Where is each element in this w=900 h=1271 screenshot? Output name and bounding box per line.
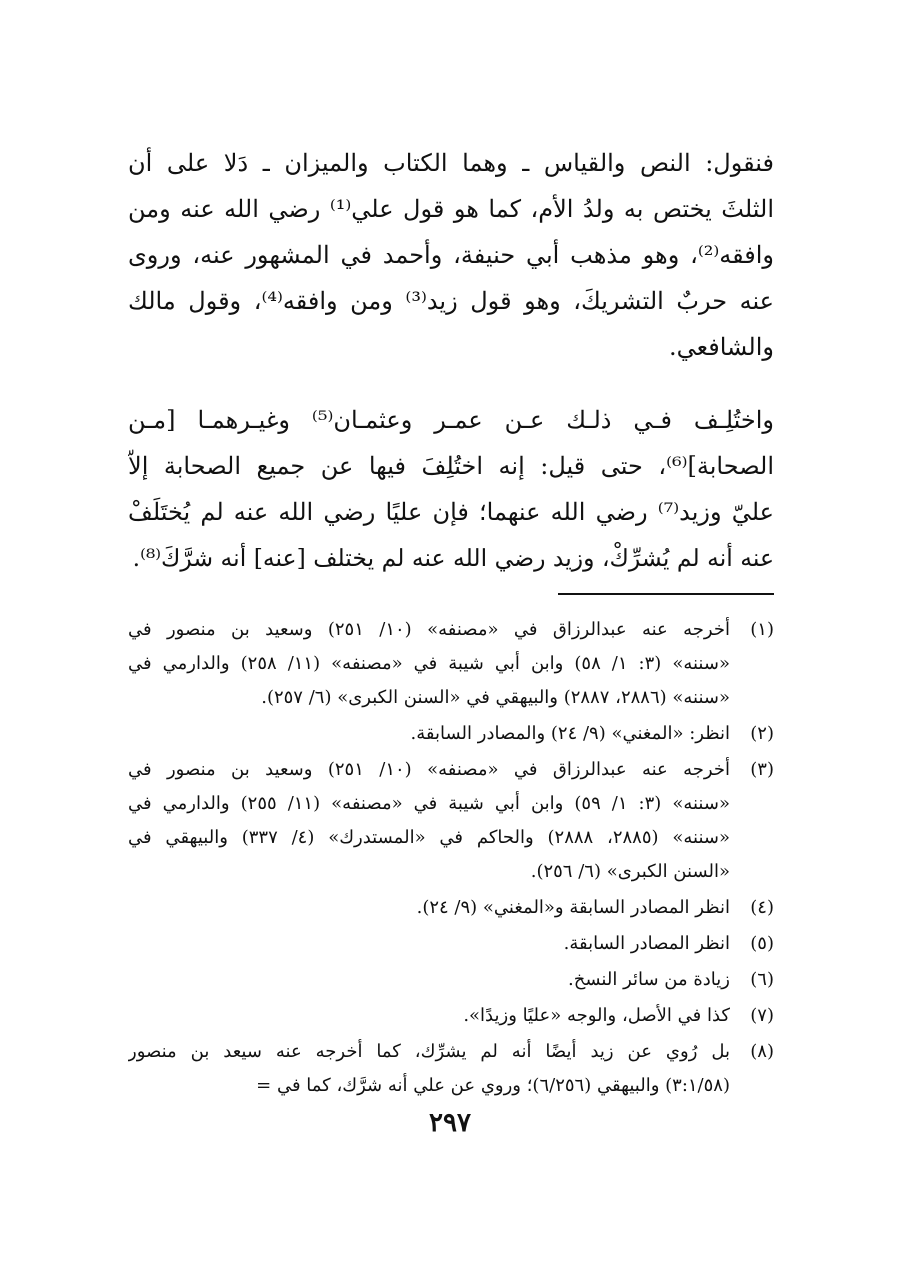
footnote-8: [128, 1035, 774, 1103]
paragraph-line: واختُلِـف فـي ذلـك عـن عمـر وعثمـان⁽⁵⁾ وغيـرهمـا [مـن: [128, 406, 774, 434]
footnote-1: [128, 613, 774, 715]
footnote-2: [128, 717, 774, 751]
footnotes: [128, 613, 774, 1105]
footnote-number: (٢): [750, 723, 774, 744]
paragraph-line: الثلثَ يختص به ولدُ الأم، كما هو قول علي⁽¹⁾ رضي الله عنه ومن: [128, 195, 774, 223]
footnote-line: زيادة من سائر النسخ.: [568, 969, 730, 990]
footnote-line: أخرجه عنه عبدالرزاق في «مصنفه» (١٠/ ٢٥١) وسعيد بن منصور في: [128, 619, 730, 640]
footnote-line: «سننه» (٣: ١/ ٥٩) وابن أبي شيبة في «مصنفه» (١١/ ٢٥٥) والدارمي في: [128, 793, 730, 814]
footnote-line: انظر: «المغني» (٩/ ٢٤) والمصادر السابقة.: [410, 723, 730, 744]
footnote-line: أخرجه عنه عبدالرزاق في «مصنفه» (١٠/ ٢٥١) وسعيد بن منصور في: [128, 759, 730, 780]
footnote-4: [128, 891, 774, 925]
paragraph-line: الصحابة]⁽⁶⁾، حتى قيل: إنه اختُلِفَ فيها عن جميع الصحابة إلاّ: [128, 452, 774, 480]
paragraph-2: [128, 397, 774, 581]
footnote-number: (٥): [750, 933, 774, 954]
footnote-7: [128, 999, 774, 1033]
paragraph-line: وافقه⁽²⁾، وهو مذهب أبي حنيفة، وأحمد في المشهور عنه، وروى: [128, 241, 774, 269]
footnote-6: [128, 963, 774, 997]
paragraph-line: والشافعي.: [669, 333, 774, 361]
footnote-number: (٣): [750, 759, 774, 780]
footnote-5: [128, 927, 774, 961]
footnote-number: (١): [750, 619, 774, 640]
footnote-line: انظر المصادر السابقة.: [563, 933, 730, 954]
paragraph-1: [128, 140, 774, 370]
paragraph-line: عنه حربٌ التشريكَ، وهو قول زيد⁽³⁾ ومن وافقه⁽⁴⁾، وقول مالك: [128, 287, 774, 315]
footnote-number: (٦): [750, 969, 774, 990]
footnote-number: (٧): [750, 1005, 774, 1026]
page-number: ٢٩٧: [429, 1108, 471, 1138]
footnote-separator: [558, 593, 774, 595]
paragraph-line: فنقول: النص والقياس ـ وهما الكتاب والميزان ـ دَلا على أن: [128, 149, 774, 177]
footnote-line: «سننه» (٢٨٨٦، ٢٨٨٧) والبيهقي في «السنن الكبرى» (٦/ ٢٥٧).: [261, 687, 730, 708]
footnote-line: «سننه» (٢٨٨٥، ٢٨٨٨) والحاكم في «المستدرك» (٤/ ٣٣٧) والبيهقي في: [128, 827, 730, 848]
footnote-line: «السنن الكبرى» (٦/ ٢٥٦).: [530, 861, 730, 882]
footnote-line: (٣:١/٥٨) والبيهقي (٦/٢٥٦)؛ وروي عن علي أنه شرَّك، كما في =: [256, 1075, 730, 1096]
footnote-3: [128, 753, 774, 889]
footnote-line: كذا في الأصل، والوجه «عليًا وزيدًا».: [463, 1005, 730, 1026]
footnote-number: (٨): [750, 1041, 774, 1062]
footnote-line: «سننه» (٣: ١/ ٥٨) وابن أبي شيبة في «مصنفه» (١١/ ٢٥٨) والدارمي في: [128, 653, 730, 674]
footnote-number: (٤): [750, 897, 774, 918]
paragraph-line: عليّ وزيد⁽⁷⁾ رضي الله عنهما؛ فإن عليًا رضي الله عنه لم يُختَلَفْ: [128, 498, 774, 526]
paragraph-line: عنه أنه لم يُشرِّكْ، وزيد رضي الله عنه لم يختلف [عنه] أنه شرَّكَ⁽⁸⁾.: [132, 544, 774, 572]
footnote-line: بل رُوي عن زيد أيضًا أنه لم يشرِّك، كما أخرجه عنه سيعد بن منصور: [128, 1041, 730, 1062]
footnote-line: انظر المصادر السابقة و«المغني» (٩/ ٢٤).: [416, 897, 730, 918]
